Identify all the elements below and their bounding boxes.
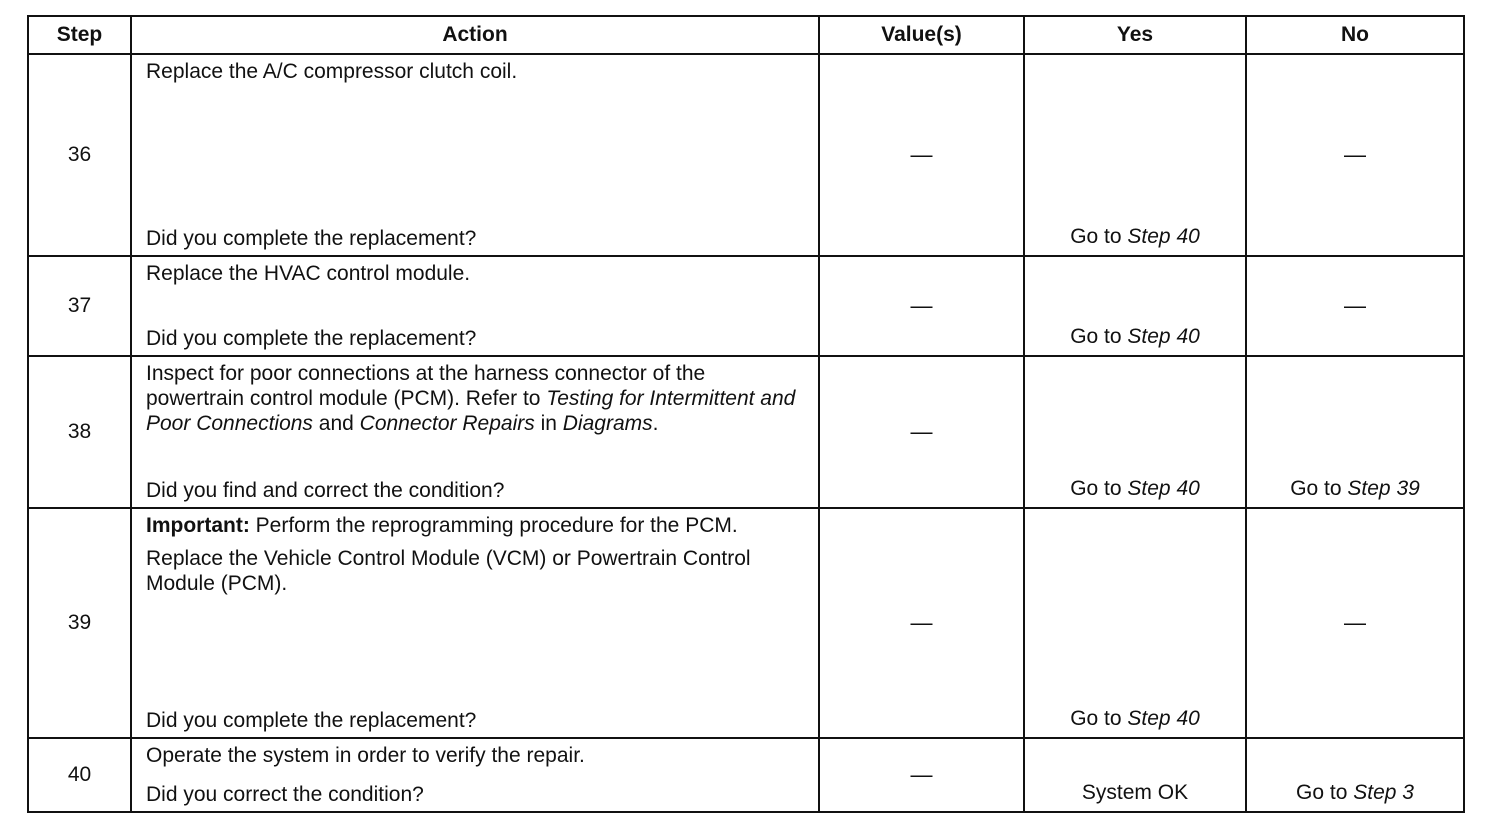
diagnostic-table — [27, 15, 1465, 813]
action-text: Inspect for poor connections at the harness connector of the powertrain control module (PCM). Refer to Testing for Intermittent and Poor Connections and Connector Repairs in Diagrams. — [146, 362, 796, 435]
no-cell: — — [1246, 54, 1464, 256]
action-question: Did you complete the replacement? — [146, 227, 477, 250]
value-cell: — — [819, 256, 1024, 356]
header-values: Value(s) — [819, 16, 1024, 54]
action-text: Replace the HVAC control module. — [146, 262, 471, 285]
header-step: Step — [28, 16, 131, 54]
action-question: Did you find and correct the condition? — [146, 479, 505, 502]
table-row — [28, 356, 1464, 508]
value-cell: — — [819, 738, 1024, 812]
action-question: Did you correct the condition? — [146, 783, 424, 806]
action-text: Replace the A/C compressor clutch coil. — [146, 60, 518, 83]
table-row — [28, 738, 1464, 812]
action-cell — [131, 54, 819, 256]
reference-link: Testing for Intermittent and Poor Connections — [146, 387, 796, 435]
yes-cell: Go to Step 40 — [1024, 256, 1246, 356]
yes-cell: Go to Step 40 — [1024, 508, 1246, 738]
no-cell: Go to Step 3 — [1246, 738, 1464, 812]
value-cell: — — [819, 356, 1024, 508]
action-cell — [131, 256, 819, 356]
action-text: Replace the Vehicle Control Module (VCM) or Powertrain Control Module (PCM). — [146, 547, 751, 595]
no-step-ref: Step 39 — [1347, 477, 1420, 500]
no-cell: — — [1246, 508, 1464, 738]
yes-step-ref: Step 40 — [1127, 325, 1200, 348]
table-row — [28, 54, 1464, 256]
table-row — [28, 508, 1464, 738]
important-note: Important: Perform the reprogramming procedure for the PCM. — [146, 514, 738, 537]
no-cell: Go to Step 39 — [1246, 356, 1464, 508]
table-row — [28, 256, 1464, 356]
step-number: 38 — [28, 356, 131, 508]
header-action: Action — [131, 16, 819, 54]
action-cell — [131, 356, 819, 508]
header-row — [28, 16, 1464, 54]
yes-step-ref: Step 40 — [1127, 477, 1200, 500]
action-question: Did you complete the replacement? — [146, 327, 477, 350]
step-number: 40 — [28, 738, 131, 812]
action-text: Operate the system in order to verify the repair. — [146, 744, 585, 767]
step-number: 39 — [28, 508, 131, 738]
value-cell: — — [819, 54, 1024, 256]
header-no: No — [1246, 16, 1464, 54]
no-step-ref: Step 3 — [1353, 781, 1414, 804]
yes-cell: Go to Step 40 — [1024, 356, 1246, 508]
value-cell: — — [819, 508, 1024, 738]
yes-step-ref: Step 40 — [1127, 707, 1200, 730]
yes-cell: System OK — [1024, 738, 1246, 812]
step-number: 36 — [28, 54, 131, 256]
header-yes: Yes — [1024, 16, 1246, 54]
important-label: Important: — [146, 514, 250, 537]
action-question: Did you complete the replacement? — [146, 709, 477, 732]
yes-step-ref: Step 40 — [1127, 225, 1200, 248]
reference-link: Connector Repairs — [359, 412, 535, 435]
yes-cell: Go to Step 40 — [1024, 54, 1246, 256]
no-cell: — — [1246, 256, 1464, 356]
action-cell — [131, 508, 819, 738]
reference-link: Diagrams — [562, 412, 653, 435]
action-cell — [131, 738, 819, 812]
step-number: 37 — [28, 256, 131, 356]
